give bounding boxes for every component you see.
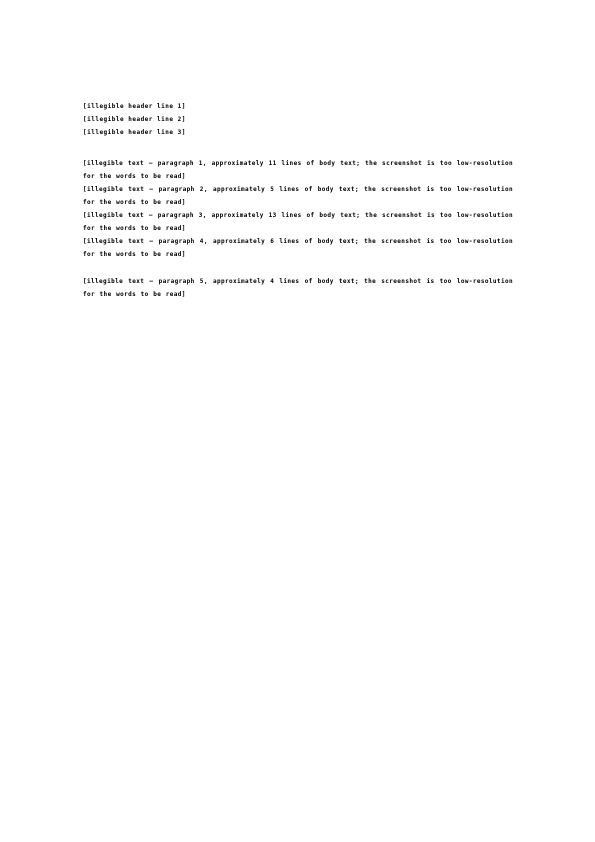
body-paragraph-1: [illegible text — paragraph 1, approximately 11 lines of body text; the screenshot is too low-resolution for the words to be read] (83, 160, 513, 180)
document-page (83, 100, 513, 301)
body-paragraph-3: [illegible text — paragraph 3, approximately 13 lines of body text; the screenshot is too low-resolution for the words to be read] (83, 212, 513, 232)
header-line-1: [illegible header line 1] (83, 103, 186, 110)
header-line-2: [illegible header line 2] (83, 116, 186, 123)
body-paragraph-2: [illegible text — paragraph 2, approximately 5 lines of body text; the screenshot is too low-resolution for the words to be read] (83, 186, 513, 206)
body-paragraph-4: [illegible text — paragraph 4, approximately 6 lines of body text; the screenshot is too low-resolution for the words to be read] (83, 238, 513, 258)
header-line-3: [illegible header line 3] (83, 129, 186, 136)
body-paragraph-5: [illegible text — paragraph 5, approximately 4 lines of body text; the screenshot is too low-resolution for the words to be read] (83, 278, 513, 298)
document-header (83, 100, 513, 139)
